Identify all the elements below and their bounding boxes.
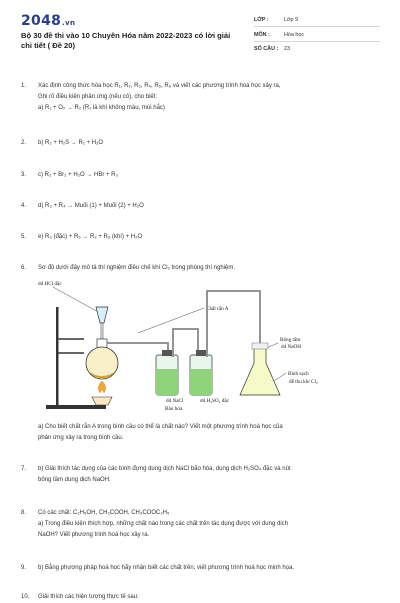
label-clean-flask-2: để thu khí Cl₂ — [289, 379, 318, 385]
label-h2so4: dd H₂SO₄ đặc — [200, 398, 229, 404]
site-logo[interactable]: 2048.vn — [21, 13, 76, 29]
question-text: b) Bằng phương pháp hoá học hãy nhận biết các chất trên, viết phương trình hoá học minh họa. — [38, 565, 295, 571]
label-solid-a: Chất rắn A — [206, 306, 229, 312]
question-text: Ghi rõ điều kiện phản ứng (nếu có), cho biết: — [38, 94, 158, 100]
flame-icon — [98, 381, 105, 393]
question-text: b) R₂ + H₂S → R₁ + H₂O — [38, 140, 104, 146]
round-flask — [86, 347, 118, 379]
question-text: c) R₂ + Br₂ + H₂O → HBr + R₃ — [38, 172, 118, 178]
stand-base — [46, 405, 106, 409]
meta-key: SỐ CÂU : — [254, 46, 279, 52]
document-title: Bộ 30 đề thi vào 10 Chuyên Hóa năm 2022-2023 có lời giải chi tiết ( Đề 20) — [21, 31, 231, 50]
label-nacl-2: Bão hoà — [165, 406, 183, 412]
label-nacl: dd NaCl — [166, 398, 184, 404]
question-text: bông tầm dung dịch NaOH. — [38, 477, 111, 483]
meta-value: 23 — [284, 46, 290, 52]
meta-key: LỚP : — [254, 17, 269, 23]
question-text: phản ứng xảy ra trong bình cầu. — [38, 435, 124, 441]
collecting-flask — [240, 347, 280, 395]
meta-value: Hóa học — [284, 32, 305, 38]
document-header — [0, 0, 400, 62]
question-text: Có các chất: C₂H₅OH, CH₃COOH, CH₃COOC₂H₅ — [38, 510, 170, 516]
question-text: NaOH? Viết phương trình hoá học xảy ra. — [38, 532, 150, 538]
question-text: a) Trong điều kiện thích hợp, những chất nào trong các chất trên tác dụng được với dung dịch — [38, 521, 288, 527]
label-cotton: Bông tẩm — [280, 337, 301, 343]
meta-value: Lớp 9 — [284, 17, 299, 23]
label-clean-flask: Bình sạch — [288, 371, 309, 377]
question-text: Sơ đồ dưới đây mô tả thí nghiệm điều chế khí Cl₂ trong phòng thí nghiệm. — [38, 265, 235, 271]
question-text: a) Cho biết chất rắn A trong bình cầu có thể là chất nào? Viết một phương trình hoá học của — [38, 424, 283, 430]
question-text: d) R₃ + R₄ → Muối (1) + Muối (2) + H₂O — [38, 203, 144, 209]
meta-key: MÔN : — [254, 32, 270, 38]
question-text: Giải thích các hiện tượng thực tế sau: — [38, 594, 139, 600]
label-hcl: dd HCl đặc — [38, 281, 62, 287]
question-text: Xác định công thức hóa học R₁, R₂, R₃, R₄, R₅, R₆ và viết các phương trình hoá học xảy ra, — [38, 83, 281, 89]
question-text: a) R₁ + O₂ → R₂ (R₁ là khí không màu, mùi hắc) — [38, 105, 165, 111]
cl2-apparatus-diagram — [38, 277, 348, 419]
question-text: e) R₃ (đặc) + R₅ → R₂ + R₆ (khí) + H₂O — [38, 234, 143, 240]
stand-rod — [56, 307, 59, 407]
alcohol-lamp — [92, 397, 112, 405]
label-cotton-2: dd NaOH — [281, 344, 302, 350]
naoh-cotton-plug — [252, 343, 268, 349]
question-text: b) Giải thích tác dụng của các bình đựng dung dịch NaCl bão hòa, dung dịch H₂SO₄ đặc và nút — [38, 466, 291, 472]
dropping-funnel — [96, 307, 108, 323]
